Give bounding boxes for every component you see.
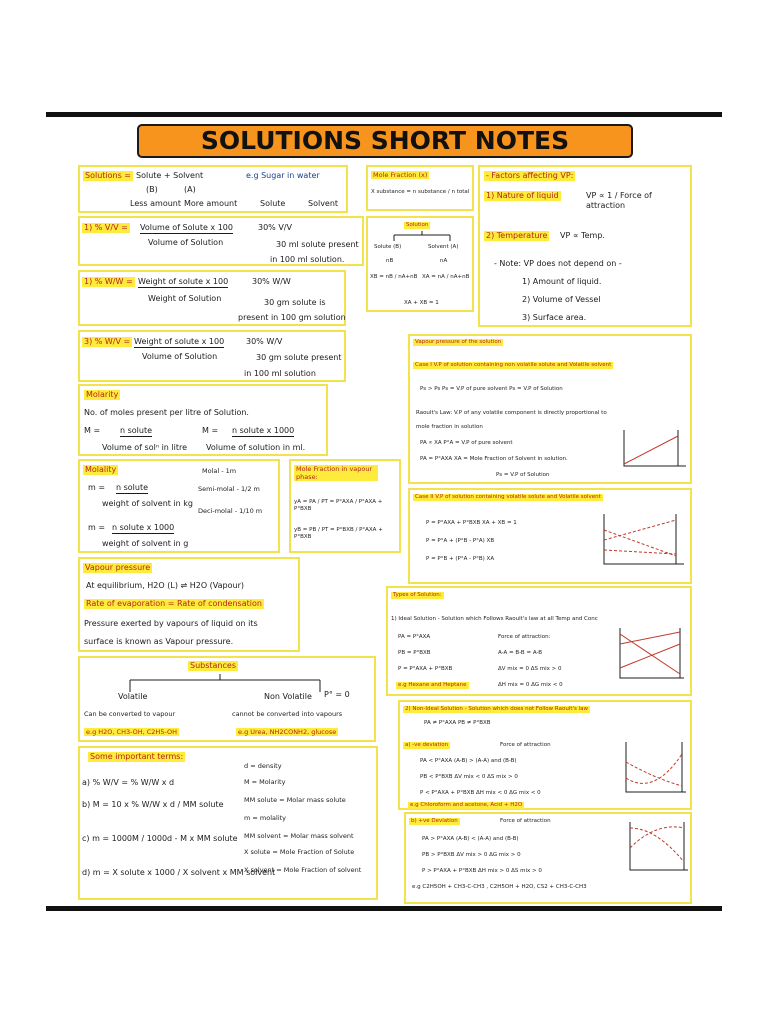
vp-heading: Vapour pressure [85,563,151,572]
bottom-rule [46,906,722,911]
sugar-example: e.g Sugar in water [246,171,320,180]
vv-numerator: Volume of Solute x 100 [140,223,233,232]
nature-of-liquid: 1) Nature of liquid [486,191,559,200]
vv-example-2: 30 ml solute present [276,240,359,249]
xb-formula: XB = nB / nA+nB [370,274,418,280]
volatile-label: Volatile [118,692,148,701]
solution-tree-box [366,216,474,312]
molarity-definition: No. of moles present per litre of Solution. [84,408,249,417]
ww-example-2: 30 gm solute is [264,298,326,307]
negative-example: e.g Chloroform and acetone, Acid + H2O [410,802,523,808]
molarity-f1-top: n solute [120,426,153,435]
semi-molal-ratio: Semi-molal - 1/2 m [198,485,260,493]
ideal-example: e.g Hexane and Heptane [398,682,467,688]
vp-temp-relation: VP ∝ Temp. [560,231,605,240]
important-terms-box [78,746,378,900]
raoult-law: Raoult's Law: V.P of any volatile component is directly proportional to [416,410,607,416]
positive-deviation: b) +ve Deviation [411,818,458,824]
ww-example-3: present in 100 gm solution [238,313,346,322]
case-2-formula-2: P = P°A + (P°B - P°A) XB [426,538,495,544]
molarity-f2-top: n solute x 1000 [232,426,295,435]
solvent-word: Solvent [308,199,339,208]
more-amount: More amount [184,199,238,208]
positive-example: e.g C2H5OH + CH3-C-CH3 , C2H5OH + H2O, CS2 + CH3-C-CH3 [412,884,587,890]
molality-f1-bottom: weight of solvent in kg [102,499,194,508]
ww-denominator: Weight of Solution [148,294,222,303]
yb-formula: yB = PB / PT = P°BXB / P°AXA + P°BXB [294,527,383,540]
note-item-1: 1) Amount of liquid. [522,277,602,286]
solute-plus-solvent: Solute + Solvent [136,171,204,180]
raoult-law-2: mole fraction in solution [416,424,483,430]
ww-label: 1) % W/W = [84,277,133,286]
ideal-pa: PA = P°AXA [398,634,431,640]
mf-vapour-heading: Mole Fraction in vapour phase: [294,465,378,481]
non-volatile-label: Non Volatile [264,692,312,701]
mole-fraction-heading: Mole Fraction (x) [373,171,428,179]
volatile-example: e.g H2O, CH3-OH, C2H5-OH [86,728,177,736]
molarity-heading: Molarity [86,390,119,399]
solute-b: Solute (B) [374,244,402,250]
ww-numerator: Weight of solute x 100 [138,277,229,286]
mole-fraction-vapour-box [289,459,401,553]
ideal-solution-def: 1) Ideal Solution - Solution which Follows Raoult's law at all Temp and Conc [391,616,598,622]
top-rule [46,112,722,117]
ideal-pb: PB = P°BXB [398,650,431,656]
ideal-force-1: A-A = B-B = A-B [498,650,543,656]
temperature-factor: 2) Temperature [486,231,548,240]
substances-heading: Substances [190,661,236,670]
wv-numerator: Weight of solute x 100 [134,337,225,346]
vv-example: 30% V/V [258,223,292,232]
ideal-force-3: ΔH mix = 0 ΔG mix < 0 [498,682,563,688]
vp-def-1: Pressure exerted by vapours of liquid on its [84,619,258,628]
vp-inverse-force: VP ∝ 1 / Force of attraction [586,191,652,210]
p0-zero: P° = 0 [324,690,350,699]
page-title: SOLUTIONS SHORT NOTES [137,124,633,158]
negative-force: Force of attraction [500,742,551,748]
key-density: d = density [244,762,282,770]
equilibrium-text: At equilibrium, H2O (L) ⇌ H2O (Vapour) [86,581,244,590]
non-ideal-relation: PA ≠ P°AXA PB ≠ P°BXB [424,720,491,726]
negative-row-2: PB < P°BXB ΔV mix < 0 ΔS mix > 0 [420,774,518,780]
wv-example: 30% W/V [246,337,283,346]
key-mm-solute: MM solute = Molar mass solute [244,796,346,804]
note-text: - Note: VP does not depend on - [494,259,622,268]
key-molality: m = molality [244,814,287,822]
case-2-formula-3: P = P°B + (P°A - P°B) XA [426,556,495,562]
case-2-formula-1: P = P°AXA + P°BXB XA + XB = 1 [426,520,517,526]
positive-row-3: P > P°AXA + P°BXB ΔH mix > 0 ΔS mix > 0 [422,868,542,874]
non-volatile-example: e.g Urea, NH2CONH2, glucose [238,728,337,736]
vv-box [78,216,364,266]
molarity-f1-bottom: Volume of solⁿ in litre [102,443,188,452]
molarity-m2: M = [202,426,219,435]
case-2-box [408,488,692,584]
negative-row-3: P < P°AXA + P°BXB ΔH mix < 0 ΔG mix < 0 [420,790,541,796]
molality-heading: Molality [85,465,117,474]
molality-f2-bottom: weight of solvent in g [102,539,189,548]
types-box [386,586,692,696]
vapour-pressure-box [78,557,300,652]
ideal-force-2: ΔV mix = 0 ΔS mix > 0 [498,666,562,672]
raoult-graph [620,428,690,474]
ww-example: 30% W/W [252,277,291,286]
mole-fraction-box [366,165,474,211]
pa-proportional: PA ∝ XA P°A = V.P of pure solvent [420,440,513,446]
rate-text: Rate of evaporation = Rate of condensation [86,599,262,608]
b-marker: (B) [146,185,158,194]
note-item-3: 3) Surface area. [522,313,587,322]
positive-graph [626,818,692,876]
molality-m1: m = [88,483,106,492]
case-1: Case I V.P of solution containing non volatile solute and Volatile solvent [415,362,612,368]
term-b: b) M = 10 x % W/W x d / MM solute [82,800,224,809]
factors-box [478,165,692,327]
a-marker: (A) [184,185,196,194]
vv-example-3: in 100 ml solution. [270,255,345,264]
substances-box [78,656,376,742]
negative-graph [622,738,690,798]
key-x-solute: X solute = Mole Fraction of Solute [244,848,355,856]
vp-def-2: surface is known as Vapour pressure. [84,637,234,646]
positive-deviation-box [404,812,692,904]
vv-label: 1) % V/V = [84,223,128,232]
case-1-relation: Ps > Ps Ps = V.P of pure solvent Ps = V.P of Solution [420,386,563,392]
solutions-label: Solutions = [85,171,132,180]
volatile-desc: Can be converted to vapour [84,710,176,718]
solute-word: Solute [260,199,286,208]
non-ideal-heading: 2) Non-Ideal Solution - Solution which does not Follow Raoult's law [405,706,589,712]
ps-def: Ps = V.P of Solution [496,472,550,478]
deci-molal-ratio: Deci-molal - 1/10 m [198,507,263,515]
case-2-graph [600,510,688,572]
molarity-f2-bottom: Volume of solution in ml. [206,443,306,452]
key-mm-solvent: MM solvent = Molar mass solvent [244,832,354,840]
pa-formula: PA = P°AXA XA = Mole Fraction of Solvent in solution. [420,456,568,462]
molality-f2-top: n solute x 1000 [112,523,175,532]
case-2: Case II V.P of solution containing volatile solute and Volatile solvent [415,494,601,500]
ya-formula: yA = PA / PT = P°AXA / P°AXA + P°BXB [294,499,383,512]
wv-label: 3) % W/V = [84,337,131,346]
negative-deviation: a) -ve deviation [405,742,449,748]
less-amount: Less amount [130,199,181,208]
factors-heading: - Factors affecting VP: [486,171,574,180]
wv-example-2: 30 gm solute present [256,353,342,362]
term-c: c) m = 1000M / 1000d - M x MM solute [82,834,238,843]
key-x-solvent: X solvent = Mole Fraction of solvent [244,866,362,874]
term-a: a) % W/V = % W/W x d [82,778,175,787]
non-volatile-desc: cannot be converted into vapours [232,710,343,718]
ideal-graph [616,624,688,684]
terms-heading: Some important terms: [90,752,184,761]
positive-force: Force of attraction [500,818,551,824]
term-d: d) m = X solute x 1000 / X solvent x MM solvent [82,868,276,877]
positive-row-2: PB > P°BXB ΔV mix > 0 ΔG mix > 0 [422,852,521,858]
key-molarity: M = Molarity [244,778,286,786]
substances-branch [110,674,340,694]
positive-row-1: PA > P°AXA (A-B) < (A-A) and (B-B) [422,836,519,842]
n-b: nB [386,258,394,264]
molal-ratio: Molal - 1m [202,467,237,475]
non-ideal-box [398,700,692,810]
x-sum: XA + XB = 1 [404,300,439,306]
wv-box [78,330,346,382]
ww-box [78,270,346,326]
negative-row-1: PA < P°AXA (A-B) > (A-A) and (B-B) [420,758,517,764]
molarity-m1: M = [84,426,101,435]
mole-fraction-formula: X substance = n substance / n total [371,189,470,195]
solutions-definition-box [78,165,348,213]
molarity-box [78,384,328,456]
types-heading: Types of Solution: [393,592,442,598]
n-a: nA [440,258,448,264]
ideal-force: Force of attraction: [498,634,551,640]
ideal-p: P = P°AXA + P°BXB [398,666,453,672]
wv-denominator: Volume of Solution [142,352,218,361]
note-item-2: 2) Volume of Vessel [522,295,601,304]
wv-example-3: in 100 ml solution [244,369,316,378]
molality-f1-top: n solute [116,483,149,492]
vps-heading: Vapour pressure of the solution [415,339,502,345]
molality-m2: m = [88,523,106,532]
vv-denominator: Volume of Solution [148,238,224,247]
xa-formula: XA = nA / nA+nB [422,274,470,280]
vp-solution-box [408,334,692,484]
solution-branch [388,231,458,243]
solution-tree-heading: Solution [406,222,429,228]
molality-box [78,459,280,553]
solvent-a: Solvent (A) [428,244,459,250]
